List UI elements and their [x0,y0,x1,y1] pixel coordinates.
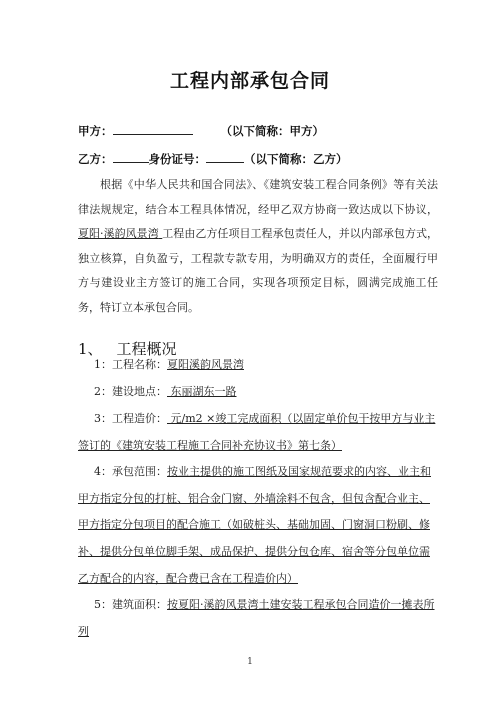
party-b-label: 乙方： [78,152,113,166]
intro-project-name: 夏阳·溪韵风景湾 [78,227,159,241]
intro-paragraph [78,173,438,321]
party-b-id-blank [206,150,244,163]
page-title: 工程内部承包合同 [169,70,330,92]
item-label: 2：建设地点： [94,385,167,398]
item-label: 5：建筑面积： [94,598,167,611]
item-label: 4：承包范围： [94,465,167,478]
section-title: 工程概况 [116,340,177,358]
item-location [78,379,438,406]
item-scope [78,459,438,593]
party-a-blank [113,122,193,135]
item-value: 按业主提供的施工图纸及国家规范要求的内容、业主和甲方指定分包的打桩、铝合金门窗、外墙涂料不包含，但包含配合业主、甲方指定分包项目的配合施工（如破桩头、基础加固、门窗洞口粉刷、修补、提供分包单位脚手架、成品保护、提供分包仓库、宿舍等分包单位需乙方配合的内容，配合费已含在工程造价内） [78,465,431,585]
intro-text-after: 工程由乙方任项目工程承包责任人，并以内部承包方式，独立核算，自负盈亏，工程款专款专用，为明确双方的责任，全面履行甲方与建设业主方签订的施工合同，实现各项预定目标，圆满完成施工任务，特订立本承包合同。 [78,227,439,314]
item-label: 3：工程造价： [94,412,167,425]
item-cost [78,406,438,459]
intro-text-before: 根据《中华人民共和国合同法》、《建筑安装工程合同条例》等有关法律法规规定，结合本工程具体情况，经甲乙双方协商一致达成以下协议， [78,178,438,216]
party-b-id-label: 身份证号： [148,152,206,166]
item-value: 按夏阳·溪韵风景湾土建安装工程承包合同造价一摊表所列 [78,598,435,638]
party-b-line [78,150,348,167]
item-area [78,592,438,645]
party-b-blank [113,150,149,163]
item-value: 夏阳溪韵风景湾 [167,358,244,371]
item-label: 1：工程名称： [94,358,167,371]
page-number: 1 [247,657,253,667]
party-a-alias: （以下简称：甲方） [220,124,324,138]
item-value: 元/m2 ×竣工完成面积（以固定单价包干按甲方与业主签订的《建筑安装工程施工合同补充协议书》第七条） [78,412,436,452]
item-value: 东丽湖东一路 [170,385,237,398]
party-a-label: 甲方： [78,124,113,138]
item-project-name [78,352,438,379]
party-a-line [78,122,324,139]
party-b-alias: （以下简称：乙方） [244,152,348,166]
section-number: 1、 [78,340,103,358]
